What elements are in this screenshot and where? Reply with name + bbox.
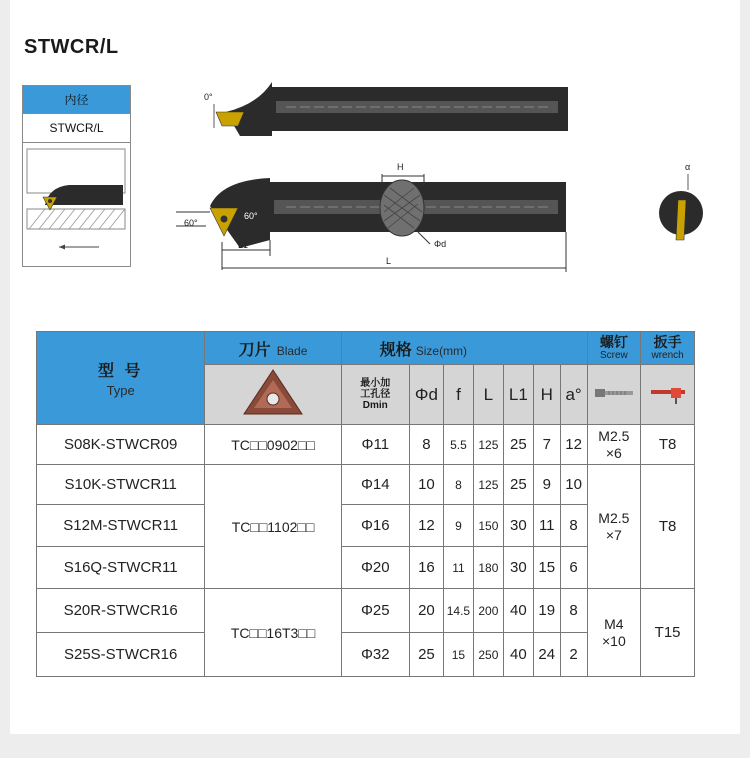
d-cell: 12 xyxy=(409,505,443,547)
f-cell: 11 xyxy=(443,547,473,589)
l-cell: 250 xyxy=(473,633,503,677)
a-cell: 8 xyxy=(560,505,587,547)
blade-header xyxy=(205,332,341,365)
alpha-label: α xyxy=(685,162,691,172)
wrench-cell: T8 xyxy=(641,425,695,465)
l1-cell: 30 xyxy=(503,547,533,589)
l-cell: 180 xyxy=(473,547,503,589)
side-view xyxy=(204,82,568,136)
dmin-cell: Φ32 xyxy=(341,633,409,677)
insert-image xyxy=(238,366,308,418)
h-cell: 15 xyxy=(533,547,560,589)
f-cell: 15 xyxy=(443,633,473,677)
wrench-cell: T15 xyxy=(641,589,695,677)
col-header-l: L xyxy=(473,365,503,425)
h-cell: 7 xyxy=(533,425,560,465)
dmin-header-zh2: 工孔径 xyxy=(360,389,391,400)
angle-left-label: 60° xyxy=(184,218,198,228)
row-type: S16Q-STWCR11 xyxy=(37,547,205,589)
screw-length: ×10 xyxy=(601,632,626,649)
blade-header-zh: 刀片 xyxy=(238,341,271,359)
end-view xyxy=(659,162,703,240)
f-cell: 5.5 xyxy=(443,425,473,465)
d-cell: 25 xyxy=(409,633,443,677)
blade-cell: TC□□16T3□□ xyxy=(205,589,341,677)
size-header-en: Size(mm) xyxy=(415,343,468,358)
size-header-zh: 规格 xyxy=(379,341,412,359)
phi-d-label: Φd xyxy=(434,239,447,249)
col-header-h: H xyxy=(533,365,560,425)
screw-header xyxy=(587,332,641,365)
f-cell: 9 xyxy=(443,505,473,547)
l1-cell: 30 xyxy=(503,505,533,547)
wrench-header-zh: 扳手 xyxy=(653,334,682,350)
screw-header-en: Screw xyxy=(599,350,628,361)
a-cell: 2 xyxy=(560,633,587,677)
h-dimension-label: H xyxy=(397,162,404,172)
d-cell: 10 xyxy=(409,465,443,505)
l1-cell: 25 xyxy=(503,465,533,505)
wrench-header-en: wrench xyxy=(651,350,684,361)
wrench-image-cell xyxy=(641,365,695,425)
dmin-cell: Φ14 xyxy=(341,465,409,505)
dmin-cell: Φ20 xyxy=(341,547,409,589)
screw-image-cell xyxy=(587,365,641,425)
blade-header-en: Blade xyxy=(276,343,308,358)
page-title: STWCR/L xyxy=(24,36,119,58)
blade-cell: TC□□1102□□ xyxy=(205,465,341,589)
h-cell: 11 xyxy=(533,505,560,547)
l1-cell: 40 xyxy=(503,589,533,633)
l1-cell: 40 xyxy=(503,633,533,677)
l-dimension-label: L xyxy=(386,256,392,266)
screw-size: M4 xyxy=(604,615,624,632)
screw-header-zh: 螺钉 xyxy=(599,334,628,350)
wrench-cell: T8 xyxy=(641,465,695,589)
f-cell: 14.5 xyxy=(443,589,473,633)
screw-size: M2.5 xyxy=(598,509,630,526)
screw-length: ×6 xyxy=(605,444,622,461)
h-cell: 19 xyxy=(533,589,560,633)
l-cell: 125 xyxy=(473,425,503,465)
d-cell: 20 xyxy=(409,589,443,633)
row-type: S12M-STWCR11 xyxy=(37,505,205,547)
dmin-cell: Φ16 xyxy=(341,505,409,547)
screw-cell xyxy=(587,425,641,465)
f-cell: 8 xyxy=(443,465,473,505)
h-cell: 9 xyxy=(533,465,560,505)
col-header-l1: L1 xyxy=(503,365,533,425)
row-type: S25S-STWCR16 xyxy=(37,633,205,677)
d-cell: 16 xyxy=(409,547,443,589)
type-header-en: Type xyxy=(106,383,135,398)
col-header-f: f xyxy=(443,365,473,425)
h-cell: 24 xyxy=(533,633,560,677)
a-cell: 10 xyxy=(560,465,587,505)
spec-table xyxy=(36,331,695,677)
a-cell: 6 xyxy=(560,547,587,589)
dmin-header-zh1: 最小加 xyxy=(360,378,391,389)
l1-dimension-label: L1 xyxy=(238,240,249,250)
row-type: S08K-STWCR09 xyxy=(37,425,205,465)
l-cell: 125 xyxy=(473,465,503,505)
screw-cell xyxy=(587,465,641,589)
angle-right-label: 60° xyxy=(244,211,258,221)
cutting-type-code: STWCR/L xyxy=(23,114,130,143)
cutting-type-header: 内径 xyxy=(23,86,130,114)
type-header-zh: 型 号 xyxy=(97,363,144,380)
col-header-d: Φd xyxy=(409,365,443,425)
dmin-header xyxy=(341,365,409,425)
a-cell: 8 xyxy=(560,589,587,633)
dmin-header-en: Dmin xyxy=(362,400,388,411)
l1-cell: 25 xyxy=(503,425,533,465)
blade-image-cell xyxy=(205,365,341,425)
wrench-header xyxy=(641,332,695,365)
row-type: S20R-STWCR16 xyxy=(37,589,205,633)
l-cell: 150 xyxy=(473,505,503,547)
blade-cell: TC□□0902□□ xyxy=(205,425,341,465)
screw-size: M2.5 xyxy=(598,427,630,444)
l-cell: 200 xyxy=(473,589,503,633)
type-header xyxy=(37,332,205,425)
d-cell: 8 xyxy=(409,425,443,465)
screw-length: ×7 xyxy=(605,526,622,543)
screw-icon xyxy=(591,377,637,407)
screw-cell xyxy=(587,589,641,677)
size-header xyxy=(341,332,587,365)
angle-top-label: 0° xyxy=(204,92,213,102)
row-type: S10K-STWCR11 xyxy=(37,465,205,505)
col-header-a: a° xyxy=(560,365,587,425)
dmin-cell: Φ25 xyxy=(341,589,409,633)
dmin-cell: Φ11 xyxy=(341,425,409,465)
wrench-icon xyxy=(645,377,691,407)
plan-view xyxy=(176,162,566,272)
a-cell: 12 xyxy=(560,425,587,465)
tool-drawing xyxy=(0,0,750,330)
